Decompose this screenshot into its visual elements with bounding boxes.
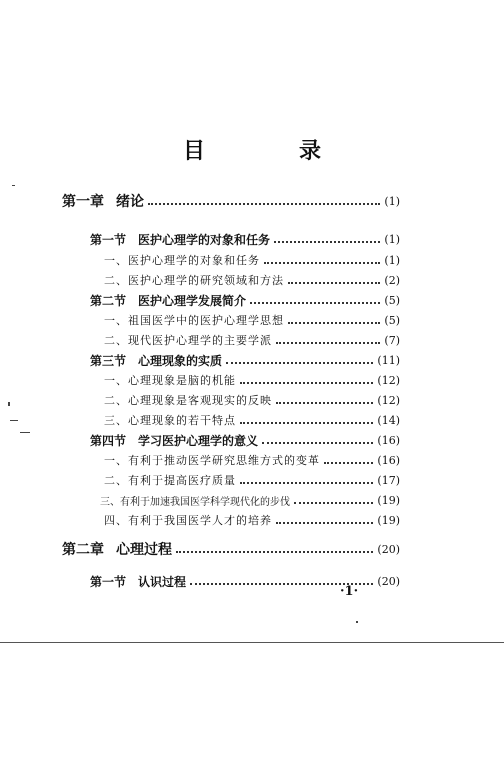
toc-entry-label bbox=[90, 432, 258, 449]
page-number: (1) bbox=[384, 194, 400, 208]
page-number: (2) bbox=[384, 273, 400, 287]
page-number: (1) bbox=[384, 232, 400, 246]
page-number: (12) bbox=[377, 393, 400, 407]
toc-entry-label: 三、有利于加速我国医学科学现代化的步伐 bbox=[100, 496, 290, 508]
page-number: (1) bbox=[384, 253, 400, 267]
leader-dots bbox=[324, 462, 373, 464]
leader-dots bbox=[148, 203, 380, 205]
toc-entry-label bbox=[62, 191, 144, 211]
toc-entry-label bbox=[90, 573, 186, 590]
toc-entry-item[interactable] bbox=[0, 450, 504, 470]
leader-dots bbox=[250, 302, 380, 304]
toc-entry-section[interactable] bbox=[0, 290, 504, 310]
section-title: 医护心理学发展简介 bbox=[138, 293, 247, 308]
toc-entry-section[interactable] bbox=[0, 350, 504, 370]
scan-speck bbox=[8, 402, 10, 406]
scan-speck bbox=[356, 621, 358, 623]
toc-entry-item[interactable] bbox=[0, 410, 504, 430]
page-number: (19) bbox=[377, 493, 400, 507]
leader-dots bbox=[288, 282, 380, 284]
section-title: 学习医护心理学的意义 bbox=[138, 433, 259, 448]
toc-entry-item[interactable] bbox=[0, 510, 504, 530]
leader-dots bbox=[288, 322, 380, 324]
leader-dots bbox=[240, 482, 373, 484]
chapter-title: 绪论 bbox=[116, 194, 144, 210]
leader-dots bbox=[276, 402, 373, 404]
toc-entry-item[interactable] bbox=[0, 270, 504, 290]
toc-entry-label: 四、有利于我国医学人才的培养 bbox=[104, 514, 272, 527]
toc-entry-item[interactable] bbox=[0, 490, 504, 510]
leader-dots bbox=[294, 502, 373, 504]
page-number: (19) bbox=[377, 513, 400, 527]
page-number: (20) bbox=[377, 574, 400, 588]
leader-dots bbox=[240, 382, 373, 384]
toc-entry-item[interactable] bbox=[0, 250, 504, 270]
leader-dots bbox=[274, 241, 380, 243]
scan-speck bbox=[20, 432, 30, 433]
toc-entry-label: 二、有利于提高医疗质量 bbox=[104, 474, 236, 487]
toc-entry-section[interactable] bbox=[0, 229, 504, 249]
leader-dots bbox=[226, 362, 373, 364]
section-title: 医护心理学的对象和任务 bbox=[138, 232, 271, 247]
page-edge-rule bbox=[0, 642, 504, 643]
page-number: (5) bbox=[384, 293, 400, 307]
section-title: 认识过程 bbox=[138, 574, 187, 589]
scan-speck bbox=[10, 420, 18, 421]
toc-entry-item[interactable] bbox=[0, 370, 504, 390]
toc-entry-label: 二、心理现象是客观现实的反映 bbox=[104, 394, 272, 407]
section-title: 心理现象的实质 bbox=[138, 353, 223, 368]
page-number: (20) bbox=[377, 542, 400, 556]
section-number: 第四节 bbox=[90, 433, 127, 448]
toc-entry-label bbox=[90, 231, 270, 248]
section-number: 第三节 bbox=[90, 353, 127, 368]
toc-entry-section[interactable] bbox=[0, 571, 504, 591]
toc-entry-chapter[interactable] bbox=[0, 539, 504, 559]
toc-entry-label: 一、有利于推动医学研究思维方式的变革 bbox=[104, 454, 320, 467]
toc-entry-label: 三、心理现象的若干特点 bbox=[104, 414, 236, 427]
scan-speck bbox=[12, 185, 15, 186]
toc-entry-label bbox=[62, 539, 172, 559]
page-number: (14) bbox=[377, 413, 400, 427]
leader-dots bbox=[276, 342, 380, 344]
chapter-number: 第二章 bbox=[62, 542, 104, 558]
toc-entry-item[interactable] bbox=[0, 470, 504, 490]
chapter-title: 心理过程 bbox=[116, 542, 172, 558]
section-number: 第一节 bbox=[90, 574, 127, 589]
page-number: (11) bbox=[377, 353, 400, 367]
section-number: 第一节 bbox=[90, 232, 127, 247]
toc-entry-section[interactable] bbox=[0, 430, 504, 450]
toc-entry-item[interactable] bbox=[0, 390, 504, 410]
page-folio: ·1· bbox=[340, 584, 359, 599]
page-number: (16) bbox=[377, 433, 400, 447]
page-number: (17) bbox=[377, 473, 400, 487]
toc-entry-label: 二、现代医护心理学的主要学派 bbox=[104, 334, 272, 347]
page-number: (16) bbox=[377, 453, 400, 467]
leader-dots bbox=[176, 551, 373, 553]
toc-entry-chapter[interactable] bbox=[0, 191, 504, 211]
toc-entry-label: 一、心理现象是脑的机能 bbox=[104, 374, 236, 387]
toc-entry-label bbox=[90, 292, 246, 309]
toc-entry-label: 一、祖国医学中的医护心理学思想 bbox=[104, 314, 284, 327]
leader-dots bbox=[276, 522, 373, 524]
toc-entry-label: 二、医护心理学的研究领域和方法 bbox=[104, 274, 284, 287]
page-number: (7) bbox=[384, 333, 400, 347]
leader-dots bbox=[240, 422, 373, 424]
toc-entry-item[interactable] bbox=[0, 330, 504, 350]
toc-entry-label bbox=[90, 352, 222, 369]
toc-entry-label: 一、医护心理学的对象和任务 bbox=[104, 254, 260, 267]
page-title: 目 录 bbox=[182, 139, 357, 164]
page-number: (12) bbox=[377, 373, 400, 387]
section-number: 第二节 bbox=[90, 293, 127, 308]
leader-dots bbox=[264, 262, 380, 264]
chapter-number: 第一章 bbox=[62, 194, 104, 210]
page-number: (5) bbox=[384, 313, 400, 327]
leader-dots bbox=[262, 442, 373, 444]
toc-entry-item[interactable] bbox=[0, 310, 504, 330]
